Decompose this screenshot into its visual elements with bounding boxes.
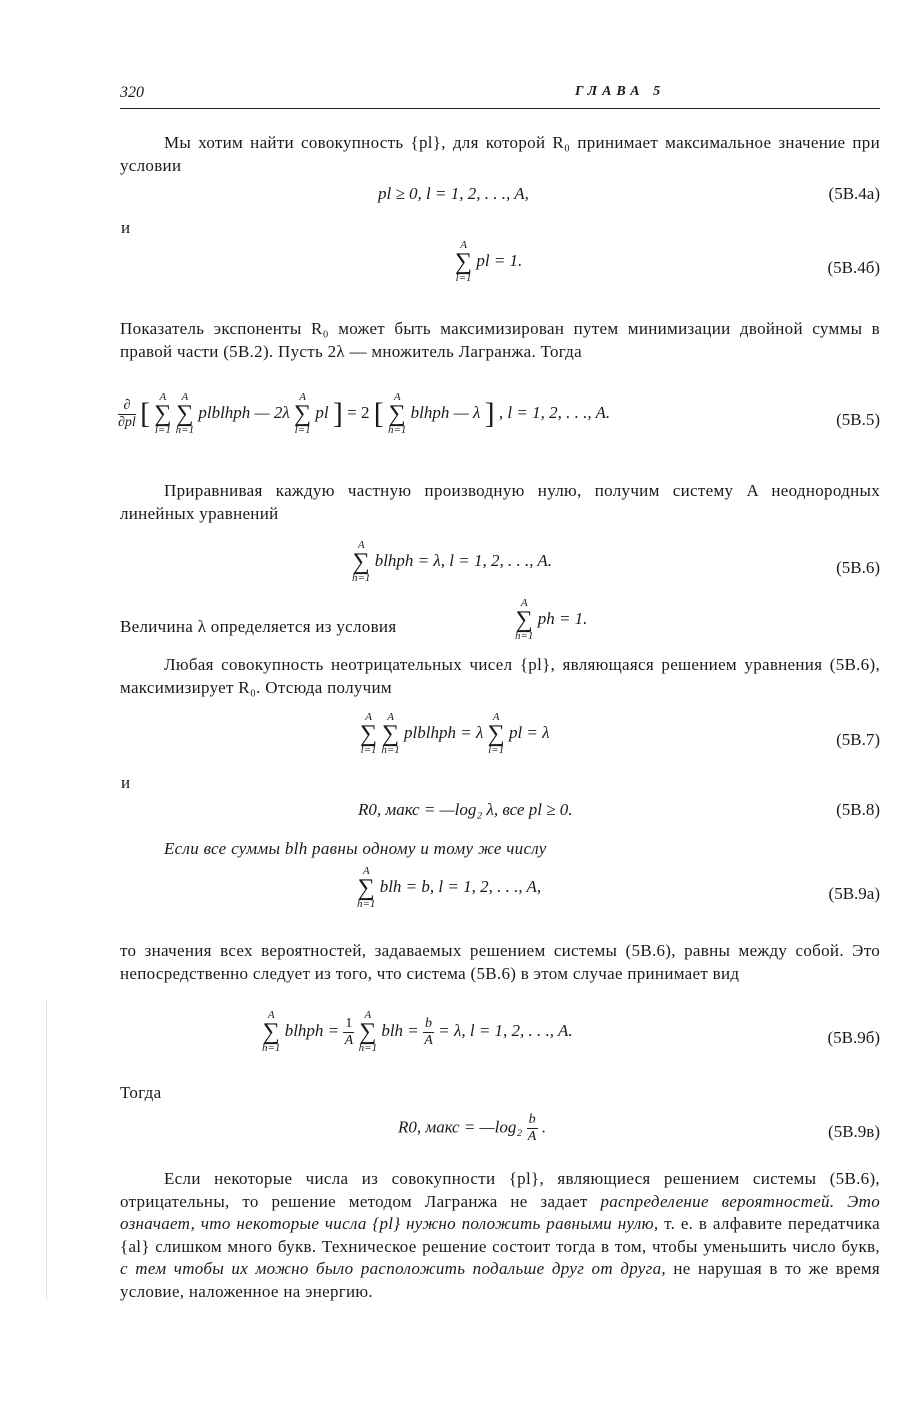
sum-symbol: A ∑ h=1 xyxy=(262,1009,281,1054)
partial-derivative: $\frac{\partial}{\partial pl}$ xyxy=(118,397,136,430)
equation-5b9v: R0, макс = —log₂ $\frac{b}{A}$ . xyxy=(398,1112,547,1144)
sum-symbol: A ∑ h=1 xyxy=(381,711,400,756)
equation-label-5b8: (5В.8) xyxy=(836,800,880,819)
scan-margin-line xyxy=(46,1000,47,1300)
sum-symbol: A ∑ h=1 xyxy=(387,391,407,436)
equation-5b4b: A ∑ l=1 pl = 1. xyxy=(455,239,523,284)
paragraph-2: Показатель экспоненты R₀ может быть максимизирован путем минимизации двойной суммы в правой части (5В.2). Пусть 2λ — множитель Лагранжа. Тогда xyxy=(120,319,880,361)
equation-label-5b5: (5В.5) xyxy=(836,410,880,429)
page-number: 320 xyxy=(120,84,144,101)
sum-symbol: A ∑ h=1 xyxy=(515,597,534,642)
sum-symbol: A ∑ h=1 xyxy=(175,391,195,436)
equation-5b8: R0, макс = —log₂ λ, все pl ≥ 0. xyxy=(358,800,573,819)
equation-label-5b7: (5В.7) xyxy=(836,730,880,749)
conjunction-and-2: и xyxy=(121,773,131,792)
paragraph-4: Величина λ определяется из условия xyxy=(120,617,397,636)
sum-symbol: A ∑ h=1 xyxy=(357,865,376,910)
sum-symbol: A ∑ l=1 xyxy=(487,711,505,756)
sum-symbol: A ∑ h=1 xyxy=(352,539,371,584)
paragraph-1: Мы хотим найти совокупность {pl}, для которой R₀ принимает максимальное значение при условии xyxy=(120,133,880,175)
equation-label-5b4a: (5В.4а) xyxy=(828,184,880,203)
equation-5b9a: A ∑ h=1 blh = b, l = 1, 2, . . ., A, xyxy=(357,865,542,910)
fraction-b-over-a: $\frac{b}{A}$ xyxy=(424,1015,433,1048)
page-header xyxy=(120,84,880,109)
equation-5b6: A ∑ h=1 blhph = λ, l = 1, 2, . . ., A. xyxy=(352,539,553,584)
sum-symbol: A ∑ l=1 xyxy=(360,711,378,756)
paragraph-7: то значения всех вероятностей, задаваемых решением системы (5В.6), равны между собой. Это непосредственно следует из того, что система (5В.6) в этом случае принимает вид xyxy=(120,941,880,983)
sum-symbol: A ∑ l=1 xyxy=(294,391,312,436)
sum-symbol: A ∑ l=1 xyxy=(154,391,172,436)
equation-5b7: A ∑ l=1 A ∑ h=1 plblhph = λ A ∑ l=1 pl = λ xyxy=(360,711,550,756)
sum-symbol: A ∑ l=1 xyxy=(455,239,473,284)
equation-5b9b: A ∑ h=1 blhph = $\frac{1}{A}$ A ∑ h=1 blh = $\frac{b}{A}$ = λ, l = 1, 2, . . ., A. xyxy=(262,1009,573,1054)
paragraph-5: Любая совокупность неотрицательных чисел {pl}, являющаяся решением уравнения (5В.6), максимизирует R₀. Отсюда получим xyxy=(120,655,880,697)
equation-label-5b9b: (5В.9б) xyxy=(827,1028,880,1047)
equation-5b5: $\frac{\partial}{\partial pl}$ [ A ∑ l=1 A ∑ h=1 plblhph — 2λ A ∑ l=1 pl ] = 2 [ A ∑ h=1 blhph — λ ] , l = 1, 2, . . ., A. xyxy=(118,391,611,436)
paragraph-3: Приравнивая каждую частную производную нулю, получим систему A неоднородных линейных уравнений xyxy=(120,481,880,523)
fraction-b-over-a: $\frac{b}{A}$ xyxy=(527,1112,537,1144)
conjunction-and-1: и xyxy=(121,218,131,237)
sum-symbol: A ∑ h=1 xyxy=(358,1009,378,1054)
equation-lambda-condition: A ∑ h=1 ph = 1. xyxy=(515,597,588,642)
paragraph-8: Тогда xyxy=(120,1083,162,1102)
equation-5b4a: pl ≥ 0, l = 1, 2, . . ., A, xyxy=(378,184,529,203)
paragraph-9: Если некоторые числа из совокупности {pl}, являющиеся решением системы (5В.6), отрицательны, то решение методом Лагранжа не задает распределение вероятностей. Это означает, что некоторые числа {pl} нужно положить равными нулю, т. е. в алфавите передатчика {al} слишком много букв. Техническое решение состоит тогда в том, чтобы уменьшить число букв, с тем чтобы их можно было расположить подальше друг от друга, не нарушая в то же время условие, наложенное на энергию. xyxy=(120,1169,881,1301)
equation-label-5b4b: (5В.4б) xyxy=(827,258,880,277)
fraction-one-over-a: $\frac{1}{A}$ xyxy=(344,1015,354,1048)
equation-label-5b9v: (5В.9в) xyxy=(828,1122,880,1141)
chapter-title: ГЛАВА 5 xyxy=(575,84,666,99)
paragraph-6: Если все суммы blh равны одному и тому же числу xyxy=(164,839,547,858)
equation-label-5b9a: (5В.9а) xyxy=(828,884,880,903)
equation-label-5b6: (5В.6) xyxy=(836,558,880,577)
